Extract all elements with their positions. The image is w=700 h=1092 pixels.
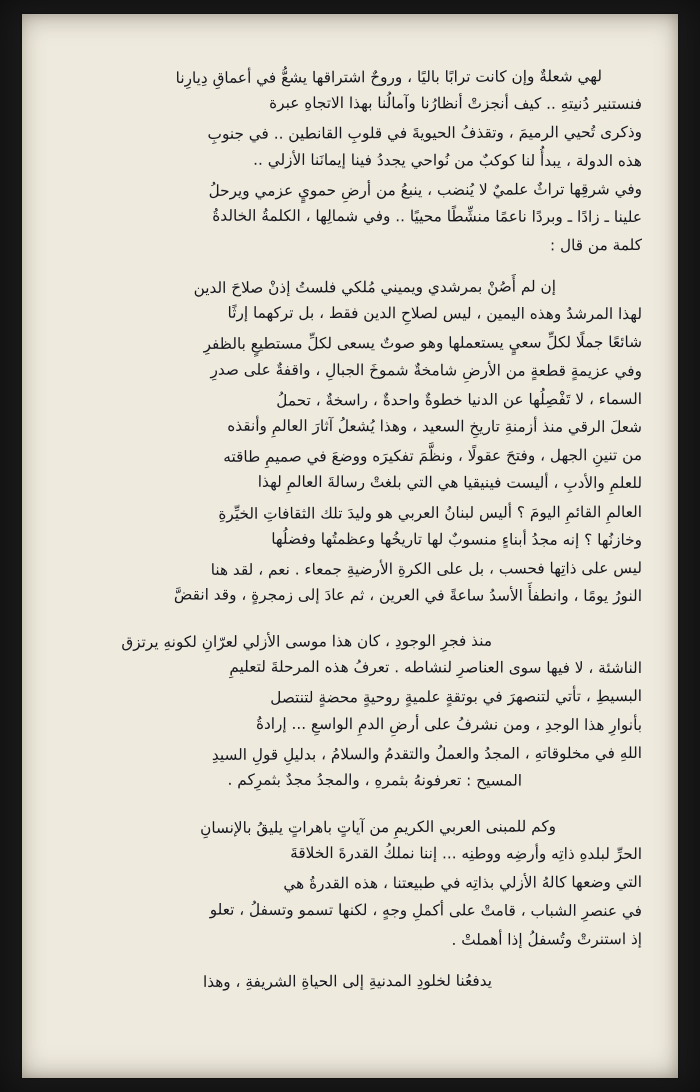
text-line: فنستنير دُنيتهِ .. كيف أنجزتْ أنظارُنا وآمالُنا بهذا الاتجاهِ عبرة	[269, 94, 643, 114]
text-line: وخازنُها ؟ إنه مجدُ أبناءٍ منسوبٌ لها تاريخُها وعظمتُها وفضلُها	[271, 529, 643, 549]
text-line: وكم للمبنى العربي الكريمِ من آياتٍ باهراتٍ يليقُ بالإنسانِ	[200, 817, 557, 837]
text-line: هذه الدولة ، يبدأُ لنا كوكبٌ من نُواحي يجددُ فينا إيمانَنا الأزلي ..	[253, 150, 643, 170]
text-line: كلمة من قال :	[549, 236, 643, 255]
text-line: وفي عزيمةٍ قطعةٍ من الأرضِ شامخةٌ شموخَ الجبالِ ، واقفةٌ على صدرِ	[210, 360, 643, 380]
text-line: علينا ـ زادًا ـ وبردًا ناعمًا منشِّطًا محييًا .. وفي شمالِها ، الكلمةُ الخالدةُ	[212, 206, 643, 227]
text-line: يدفعُنا لخلودِ المدنيةِ إلى الحياةِ الشريفةِ ، وهذا	[202, 971, 493, 991]
text-line: في عنصرِ الشباب ، قامتْ على أكملِ وجهٍ ، لكنها تسمو وتسفلُ ، تعلو	[209, 900, 643, 920]
text-line: وفي شرقِها تراثٌ علميٌ لا يُنضب ، ينبعُ من أرضِ حمويٍ عزمي ويرحلُ	[208, 179, 643, 200]
text-line: للعلمِ والأدبِ ، أليست فينيقيا هي التي بلغتْ رسالةَ العالمِ لهذا	[257, 473, 643, 493]
text-line: بأنوارِ هذا الوجدِ ، ومن نشرفُ على أرضِ الدمِ الواسعِ ... إرادةُ	[255, 714, 643, 734]
paragraph-4	[52, 812, 642, 953]
text-line: شعلَ الرقي منذ أزمنةِ تاريخِ السعيد ، وهذا يُشعلُ آثارَ العالمِ وأنقذه	[227, 416, 643, 437]
paragraph-2	[52, 272, 642, 610]
text-line: إن لم أَصُنْ بمرشدي ويميني مُلكي فلستُ إذنْ صلاحَ الدين	[193, 277, 557, 297]
paragraph-3	[52, 626, 642, 795]
text-line: اللهِ في مخلوقاتهِ ، المجدُ والعملُ والتقدمُ والسلامُ ، بدليلِ قولِ السيدِ	[211, 743, 643, 764]
text-line: التي وضعها كالهُ الأزلي بذاتِه في طبيعتنا ، هذه القدرةُ هي	[283, 873, 643, 893]
text-line: النورُ يومًا ، وانطفأَ الأسدُ ساعةً في العرين ، ثم عادَ إلى زمجرةٍ ، وقد انقضَّ	[173, 585, 643, 606]
text-line: المسيح : تعرفونهُ بثمرهِ ، والمجدُ مجدٌ بثمرِكم .	[227, 770, 523, 790]
text-line: ليس على ذاتِها فحسب ، بل على الكرةِ الأرضيةِ جمعاء . نعم ، لقد هنا	[210, 559, 643, 579]
text-line: العالمِ القائمِ اليومَ ؟ أليس لبنانُ العربي هو وليدَ تلك الثقافاتِ الخيِّرةِ	[218, 502, 643, 523]
text-line: إذ استنرتْ وتُسفلُ إذا أهملتْ .	[451, 929, 643, 949]
text-line: البسيطِ ، تأتي لتنصهرَ في بوتقةٍ علميةٍ روحيةٍ محضةٍ لتنتصل	[270, 687, 643, 708]
paper-sheet	[22, 14, 678, 1078]
handwritten-letter-text	[22, 14, 678, 1078]
paragraph-5	[52, 966, 642, 994]
text-line: الحرِّ لبلدهِ ذاتِه وأرضِه ووطنِه ... إننا نملكُ القدرةَ الخلاقةَ	[290, 844, 643, 864]
text-line: لهذا المرشدُ وهذه اليمين ، ليس لصلاحِ الدين فقط ، بل تركهما إرثًا	[227, 303, 643, 324]
text-line: وذكرى تُحيي الرميمَ ، وتقذفُ الحيويةَ في قلوبِ القانطين .. في جنوبِ	[207, 123, 643, 144]
text-line: لهي شعلةٌ وإن كانت ترابًا باليًا ، وروحٌ اشتراقها يشعُّ في أعماقِ دِيارِنا	[175, 67, 603, 88]
text-line: الناشئة ، لا فيها سوى العناصرِ لنشاطه . تعرفُ هذه المرحلةَ لتعليمِ	[229, 657, 643, 678]
text-line: من تنينِ الجهل ، وفتحَ عقولًا ، ونظَّمَ تفكيرَه ووضعَ في صميمِ طاقته	[223, 446, 643, 467]
paragraph-1	[52, 62, 642, 259]
text-line: السماء ، لا تَفْصِلُها عن الدنيا خطوةٌ واحدةٌ ، راسخةٌ ، تحملُ	[276, 389, 643, 410]
text-line: شائعًا جملًا لكلِّ سعيٍ يستعملها وهو صوتٌ يسعى لكلِّ مستطيعٍ بالظفرِ	[203, 333, 643, 354]
text-line: منذ فجرِ الوجودِ ، كان هذا موسى الأزلي لعرّانِ لكونهِ يرتزق	[121, 631, 493, 652]
